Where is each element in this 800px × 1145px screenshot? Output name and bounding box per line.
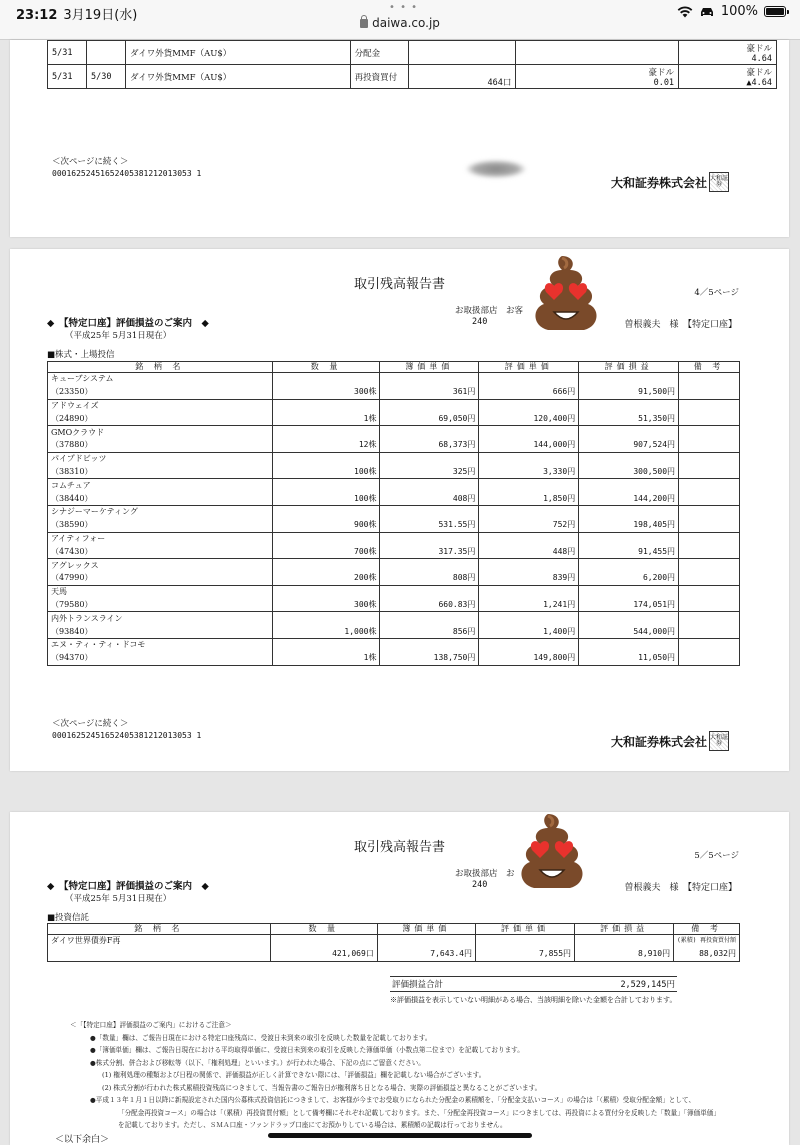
stock-book-price: 361円: [380, 386, 479, 399]
table-header: 銘 柄 名 数 量 簿価単価 評価単価 評価損益 備 考: [48, 362, 740, 373]
stock-book-price: 68,373円: [380, 439, 479, 452]
stock-remark: [679, 572, 740, 585]
stock-pl: 907,524円: [579, 439, 679, 452]
continued-note: ＜次ページに続く＞ 00016252451652405381212013053 1: [52, 157, 202, 178]
stock-qty: 100株: [272, 492, 380, 505]
document-page-3: [10, 40, 789, 237]
end-of-document: ＜以下余白＞: [55, 1135, 110, 1145]
stock-pl: 51,350円: [579, 412, 679, 425]
stock-eval-price: 752円: [479, 519, 579, 532]
table-header: 銘 柄 名 数 量 簿価単価 評価単価 評価損益 備 考: [48, 924, 740, 935]
stock-eval-price: 120,400円: [479, 412, 579, 425]
as-of-date: （平成25年 5月31日現在）: [65, 894, 172, 904]
stock-code: （47430）: [48, 545, 273, 558]
stock-pl: 11,050円: [579, 652, 679, 665]
total-summary: [390, 976, 677, 1005]
page-title: 取引残高報告書: [353, 277, 445, 292]
table-row: [48, 559, 740, 572]
stock-eval-price: 1,850円: [479, 492, 579, 505]
redacted-blur: [465, 160, 527, 178]
stock-name: パイプドビッツ: [48, 452, 273, 465]
table-row: [48, 652, 740, 665]
stock-code: （24890）: [48, 412, 273, 425]
table-row: [48, 519, 740, 532]
total-note: ※評価損益を表示していない明細がある場合、当該明細を除いた金額を合計しております。: [390, 996, 677, 1004]
stock-code: （38440）: [48, 492, 273, 505]
stock-name: エヌ・ティ・ティ・ドコモ: [48, 638, 273, 651]
table-row: [48, 386, 740, 399]
stock-book-price: 317.35円: [380, 545, 479, 558]
table-row: ダイワ世界債券F再 (累積) 再投資買付額: [48, 935, 740, 948]
stock-eval-price: 448円: [479, 545, 579, 558]
stock-remark: [679, 652, 740, 665]
total-label: 評価損益合計: [392, 980, 444, 990]
section-heading: ◆ 【特定口座】評価損益のご案内 ◆: [47, 881, 209, 892]
stock-book-price: 808円: [380, 572, 479, 585]
table-row: [48, 412, 740, 425]
table-row: [48, 572, 740, 585]
table-row: [48, 426, 740, 439]
branch-label: お取扱部店 お: [455, 869, 515, 879]
table-row: [48, 612, 740, 625]
stock-remark: [679, 412, 740, 425]
table-row: [48, 585, 740, 598]
stock-book-price: 856円: [380, 625, 479, 638]
stock-qty: 900株: [272, 519, 380, 532]
stock-qty: 1株: [272, 652, 380, 665]
as-of-date: （平成25年 5月31日現在）: [65, 331, 172, 341]
stock-eval-price: 3,330円: [479, 466, 579, 479]
stock-qty: 200株: [272, 572, 380, 585]
lock-icon: [360, 19, 368, 28]
document-page-5: [10, 812, 789, 1145]
stock-remark: [679, 599, 740, 612]
table-row: [48, 638, 740, 651]
stock-code: （94370）: [48, 652, 273, 665]
company-seal: 大和証券: [709, 172, 729, 192]
battery-percent: 100%: [720, 4, 758, 19]
stock-pl: 174,051円: [579, 599, 679, 612]
company-name: 大和証券株式会社 大和証券: [611, 172, 729, 192]
stock-code: （37880）: [48, 439, 273, 452]
transaction-table: [47, 40, 777, 89]
car-icon: [699, 6, 715, 18]
clock: 23:12 3月19日(水): [16, 8, 138, 23]
page-number: 5／5ページ: [694, 851, 739, 861]
stock-table: [47, 361, 740, 666]
stock-name: アイティフォー: [48, 532, 273, 545]
stock-remark: [679, 386, 740, 399]
document-page-4: [10, 249, 789, 771]
stock-book-price: 408円: [380, 492, 479, 505]
stock-pl: 91,455円: [579, 545, 679, 558]
stock-remark: [679, 492, 740, 505]
table-row: [48, 439, 740, 452]
stock-remark: [679, 625, 740, 638]
table-row: [48, 466, 740, 479]
table-row: [48, 505, 740, 518]
stock-name: コムチュア: [48, 479, 273, 492]
stock-table-body: [48, 373, 740, 666]
table-row: [48, 452, 740, 465]
stock-code: （38590）: [48, 519, 273, 532]
status-bar: [0, 0, 800, 40]
stock-remark: [679, 439, 740, 452]
tab-handle-dots[interactable]: • • •: [389, 2, 419, 13]
table-row: [48, 532, 740, 545]
table-row: [48, 599, 740, 612]
stock-eval-price: 149,800円: [479, 652, 579, 665]
wifi-icon: [677, 6, 693, 18]
table-row: [48, 492, 740, 505]
stock-book-price: 660.83円: [380, 599, 479, 612]
stock-eval-price: 666円: [479, 386, 579, 399]
stock-qty: 1株: [272, 412, 380, 425]
stock-book-price: 69,050円: [380, 412, 479, 425]
stock-name: GMOクラウド: [48, 426, 273, 439]
stock-remark: [679, 519, 740, 532]
branch-code: 240: [472, 880, 488, 890]
stock-qty: 1,000株: [272, 625, 380, 638]
stock-pl: 544,000円: [579, 625, 679, 638]
table-row: 421,069口 7,643.4円 7,855円 8,910円 88,032円: [48, 948, 740, 961]
heart-eyes-poop-emoji: [532, 252, 600, 338]
page-number: 4／5ページ: [694, 288, 739, 298]
stock-pl: 198,405円: [579, 519, 679, 532]
table-row: [48, 479, 740, 492]
category-label: ■株式・上場投信: [47, 350, 115, 360]
customer-name: 曽根義夫 様 【特定口座】: [624, 320, 737, 330]
continued-note: ＜次ページに続く＞ 00016252451652405381212013053 1: [52, 719, 202, 740]
stock-pl: 300,500円: [579, 466, 679, 479]
battery-icon: [764, 6, 786, 17]
stock-book-price: 138,750円: [380, 652, 479, 665]
status-icons: [677, 4, 786, 19]
table-row: 5/31 ダイワ外貨MMF（AU$） 分配金 豪ドル 4.64: [48, 41, 777, 65]
heart-eyes-poop-emoji: [518, 810, 586, 896]
stock-name: 内外トランスライン: [48, 612, 273, 625]
stock-pl: 144,200円: [579, 492, 679, 505]
branch-code: 240: [472, 317, 488, 327]
stock-code: （79580）: [48, 599, 273, 612]
company-seal: 大和証券: [709, 731, 729, 751]
stock-eval-price: 1,400円: [479, 625, 579, 638]
company-name: 大和証券株式会社 大和証券: [611, 731, 729, 751]
url-text: daiwa.co.jp: [372, 16, 440, 30]
customer-name: 曽根義夫 様 【特定口座】: [624, 883, 737, 893]
stock-name: アグレックス: [48, 559, 273, 572]
stock-name: キューブシステム: [48, 373, 273, 386]
fund-table: [47, 923, 740, 962]
section-heading: ◆ 【特定口座】評価損益のご案内 ◆: [47, 318, 209, 329]
notes-section: ＜「【特定口座】評価損益のご案内」におけるご注意＞ ●「数量」欄は、ご報告日現在における特定口座残高に、受渡日未到来の取引を反映した数量を記載しております。 ●「簿価単価」欄は、ご報告日現在における平均取得単価に、受渡日未到来の取引を反映した簿価単価（小数点第二位まで）を記載しております。 ●株式分割、併合および移転等（以下、「権利処理」といいます。）が行われた場合、下記の点にご留意ください。 (1) 権利処理の種類および日程の関係で、評価損益が正しく計算できない際には、「評価損益」欄を記載しない場合がございます。 (2) 株式分割が行われた株式累積投資残高につきまして、当報告書のご報告日が権利落ち日となる場合、実際の評価損益と異なることがございます。 ●平成１３年１月１日以降に新規設定された国内公募株式投資信託につきまして、お客様が今までお受取りになられた分配金の累積額を、「分配金支払いコース」の場合は「（累積）受取分配金額」として、 「分配金再投資コース」の場合は「（累積）再投資買付額」として備考欄にそれぞれ記載しております。また、「分配金再投資コース」につきましては、再投資による買付分を反映した「数量」「簿価単価」 を記載しております。ただし、ＳＭＡ口座・ファンドラップ口座にてお預かりしている場合は、累積額の記載は行っておりません。: [70, 1021, 720, 1129]
table-row: [48, 625, 740, 638]
stock-qty: 300株: [272, 386, 380, 399]
stock-name: 天馬: [48, 585, 273, 598]
stock-qty: 300株: [272, 599, 380, 612]
stock-code: （23350）: [48, 386, 273, 399]
stock-book-price: 325円: [380, 466, 479, 479]
table-row: [48, 545, 740, 558]
home-indicator[interactable]: [268, 1133, 532, 1138]
stock-qty: 12株: [272, 439, 380, 452]
total-value: 2,529,145円: [620, 980, 675, 990]
stock-eval-price: 1,241円: [479, 599, 579, 612]
stock-code: （38310）: [48, 466, 273, 479]
stock-eval-price: 839円: [479, 572, 579, 585]
table-row: [48, 373, 740, 386]
stock-qty: 100株: [272, 466, 380, 479]
branch-label: お取扱部店 お客: [455, 306, 524, 316]
page-title: 取引残高報告書: [353, 840, 445, 855]
stock-eval-price: 144,000円: [479, 439, 579, 452]
stock-pl: 91,500円: [579, 386, 679, 399]
stock-name: アドウェイズ: [48, 399, 273, 412]
stock-name: シナジーマーケティング: [48, 505, 273, 518]
stock-code: （93840）: [48, 625, 273, 638]
stock-remark: [679, 466, 740, 479]
table-row: [48, 399, 740, 412]
stock-pl: 6,200円: [579, 572, 679, 585]
table-row: 5/31 5/30 ダイワ外貨MMF（AU$） 再投資買付 464口 豪ドル 0.01 豪ドル ▲4.64: [48, 65, 777, 89]
stock-code: （47990）: [48, 572, 273, 585]
stock-qty: 700株: [272, 545, 380, 558]
category-label: ■投資信託: [47, 913, 90, 923]
stock-remark: [679, 545, 740, 558]
date: 3月19日(水): [63, 8, 138, 23]
stock-book-price: 531.55円: [380, 519, 479, 532]
